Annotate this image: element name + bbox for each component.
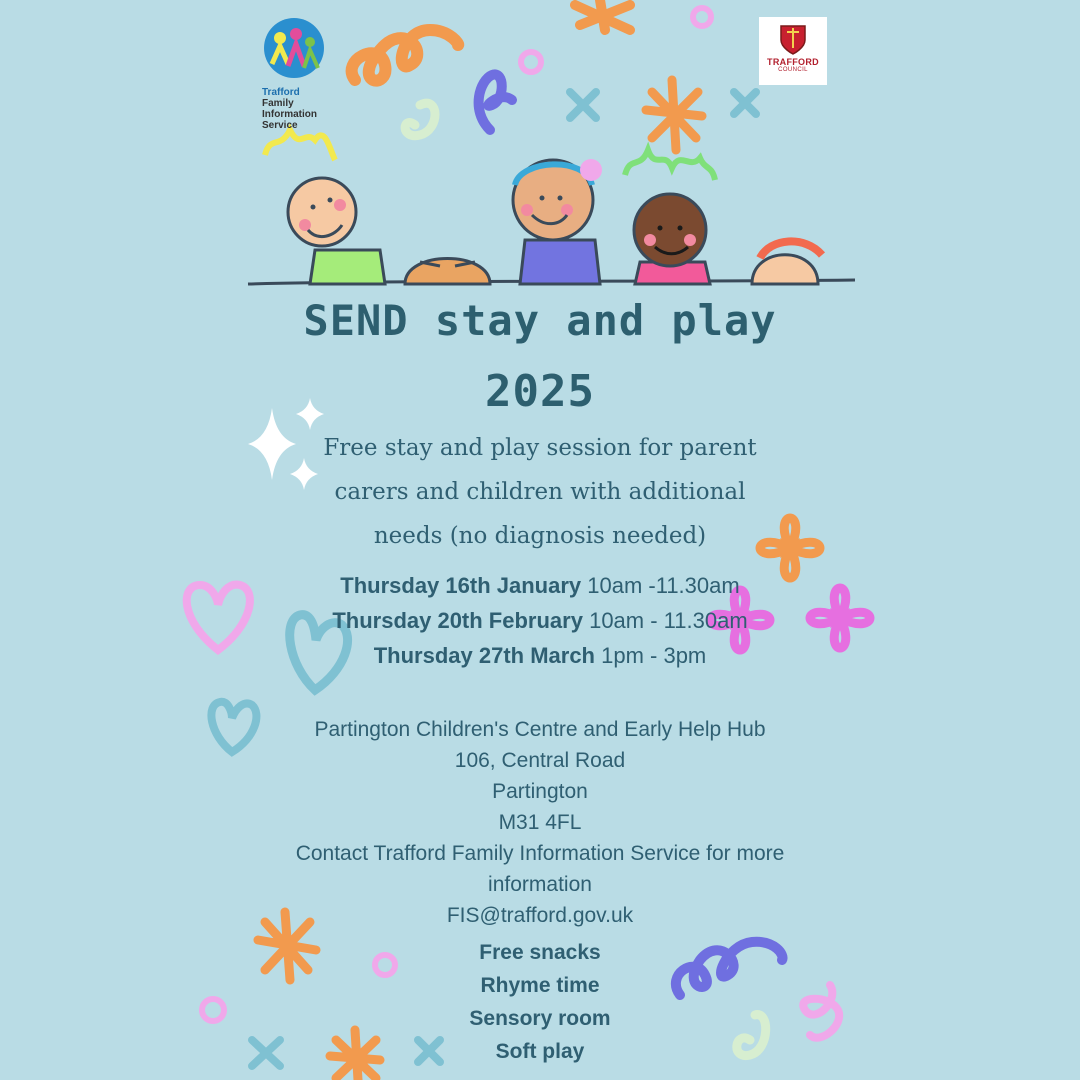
feature-item: Sensory room — [469, 1007, 611, 1030]
session-date — [0, 568, 1080, 603]
venue-street: 106, Central Road — [454, 749, 626, 772]
session-time: 10am -11.30am — [581, 573, 740, 598]
crest-icon — [777, 22, 809, 56]
intro-line: carers and children with additional — [334, 479, 746, 505]
page-title: SEND stay and play — [303, 296, 777, 345]
fis-logo-line: Service — [262, 120, 298, 131]
contact-line: information — [488, 873, 592, 896]
orange-star-top — [575, 0, 630, 30]
green-squiggle — [405, 103, 435, 135]
session-date — [0, 603, 1080, 638]
children-illustration — [248, 130, 855, 284]
intro-line: needs (no diagnosis needed) — [373, 523, 707, 549]
purple-swirl-top — [479, 74, 512, 130]
session-day: Thursday 16th January — [340, 573, 582, 598]
pink-ring-1 — [693, 8, 711, 26]
feature-item: Soft play — [495, 1040, 585, 1063]
fis-logo-line: Trafford — [262, 87, 300, 98]
contact-email[interactable]: FIS@trafford.gov.uk — [446, 904, 634, 927]
teal-x-2 — [734, 92, 756, 114]
intro-line: Free stay and play session for parent — [323, 435, 757, 461]
session-day: Thursday 27th March — [373, 643, 595, 668]
orange-swirl — [352, 30, 459, 81]
sparkle-large — [248, 408, 296, 480]
intro-text — [290, 426, 790, 558]
trafford-council-logo — [759, 17, 827, 85]
venue-town: Partington — [492, 780, 588, 803]
feature-item: Rhyme time — [480, 974, 600, 997]
pink-ring-2 — [521, 52, 541, 72]
session-time: 1pm - 3pm — [595, 643, 707, 668]
teal-x-1 — [570, 92, 596, 118]
session-time: 10am - 11.30am — [582, 608, 748, 633]
venue-address — [0, 714, 1080, 931]
session-dates — [0, 568, 1080, 673]
council-logo-line1: TRAFFORD — [767, 57, 819, 67]
orange-star-2 — [646, 80, 702, 150]
contact-line: Contact Trafford Family Information Service for more — [295, 842, 785, 865]
council-logo-line2: COUNCIL — [778, 67, 808, 73]
features-list — [0, 936, 1080, 1068]
feature-item: Free snacks — [479, 941, 601, 964]
fis-logo-line: Family — [262, 98, 294, 109]
page-year: 2025 — [485, 366, 595, 417]
fis-logo — [262, 16, 342, 131]
session-day: Thursday 20th February — [332, 608, 583, 633]
fis-logo-icon — [262, 16, 326, 80]
session-date — [0, 638, 1080, 673]
venue-postcode: M31 4FL — [498, 811, 582, 834]
venue-name: Partington Children's Centre and Early Help Hub — [314, 718, 766, 741]
fis-logo-line: Information — [262, 109, 317, 120]
